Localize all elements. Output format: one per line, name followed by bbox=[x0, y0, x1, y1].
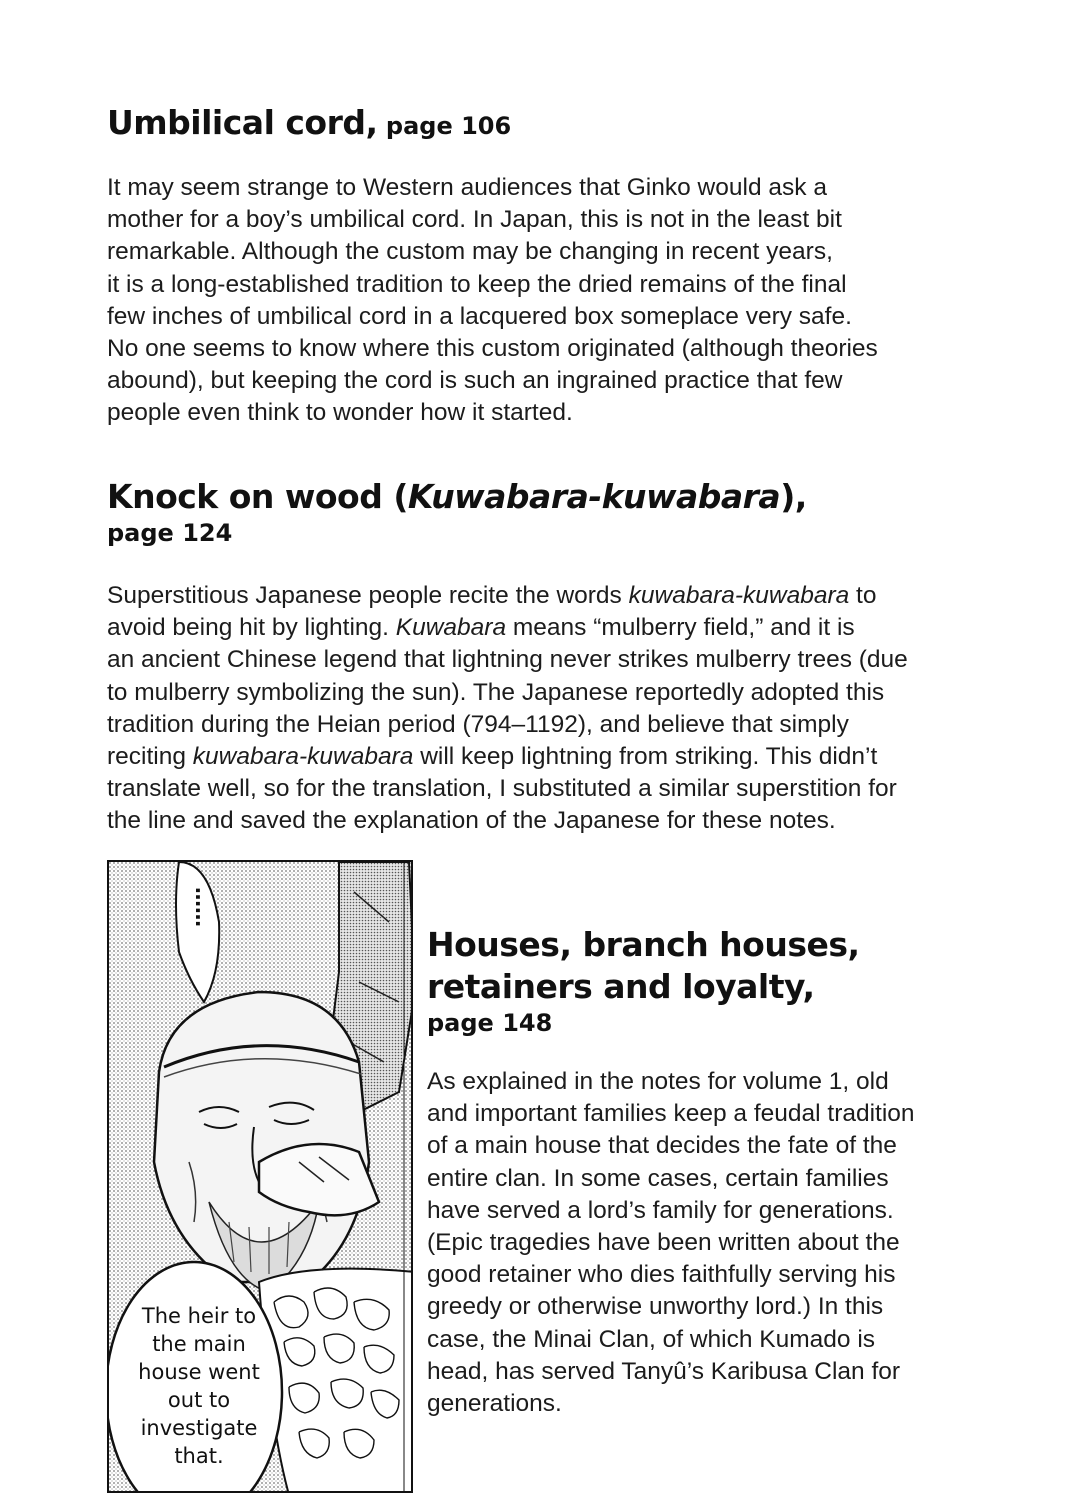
text: will keep lightning from striking. This didn’t bbox=[413, 743, 878, 771]
note-page-ref bbox=[107, 521, 232, 545]
speech-bubble-caption bbox=[119, 1302, 279, 1470]
body-line: No one seems to know where this custom originated (although theories bbox=[107, 335, 878, 363]
caption-line: that. bbox=[174, 1444, 224, 1468]
body-line bbox=[107, 644, 908, 676]
text: reciting bbox=[107, 743, 193, 771]
body-line: few inches of umbilical cord in a lacquered box someplace very safe. bbox=[107, 302, 852, 330]
note-body-houses bbox=[427, 1066, 915, 1420]
note-title: Umbilical cord, bbox=[107, 103, 378, 142]
note-body-umbilical-cord bbox=[107, 172, 878, 430]
body-line: people even think to wonder how it started. bbox=[107, 399, 573, 427]
note-title-line: retainers and loyalty, bbox=[427, 967, 815, 1006]
note-page-ref: page 106 bbox=[385, 112, 512, 140]
body-line bbox=[107, 580, 908, 612]
text: an ancient Chinese legend that lightning never strikes mulberry trees (due bbox=[107, 646, 908, 674]
note-title-italic: Kuwabara-kuwabara bbox=[407, 477, 781, 516]
caption-line: the main bbox=[152, 1332, 246, 1356]
body-line: head, has served Tanyû’s Karibusa Clan for bbox=[427, 1357, 901, 1385]
note-heading-umbilical-cord bbox=[107, 103, 512, 142]
body-line: abound), but keeping the cord is such an ingrained practice that few bbox=[107, 367, 843, 395]
body-line: greedy or otherwise unworthy lord.) In this bbox=[427, 1293, 884, 1321]
body-line: and important families keep a feudal tradition bbox=[427, 1100, 915, 1128]
text: Superstitious Japanese people recite the words bbox=[107, 582, 629, 609]
note-heading-knock-on-wood bbox=[107, 477, 807, 516]
body-line: It may seem strange to Western audiences that Ginko would ask a bbox=[107, 174, 827, 201]
body-line bbox=[107, 773, 908, 805]
body-line bbox=[107, 709, 908, 741]
note-title-line: Houses, branch houses, bbox=[427, 925, 860, 964]
body-line: As explained in the notes for volume 1, old bbox=[427, 1068, 889, 1095]
body-line: remarkable. Although the custom may be changing in recent years, bbox=[107, 238, 833, 266]
note-title-part: Knock on wood ( bbox=[107, 477, 408, 516]
note-page-ref: page 148 bbox=[427, 1009, 553, 1037]
note-body-knock-on-wood bbox=[107, 580, 908, 838]
body-line bbox=[107, 741, 908, 773]
body-line bbox=[107, 612, 908, 644]
caption-line: house went bbox=[138, 1360, 260, 1384]
body-line: it is a long-established tradition to keep the dried remains of the final bbox=[107, 270, 847, 298]
text: translate well, so for the translation, I substituted a similar superstition for bbox=[107, 775, 897, 803]
text: means “mulberry field,” and it is bbox=[506, 614, 855, 642]
text: avoid being hit by lighting. bbox=[107, 614, 396, 642]
body-line: good retainer who dies faithfully serving his bbox=[427, 1261, 896, 1289]
body-line bbox=[107, 805, 908, 837]
body-line: of a main house that decides the fate of the bbox=[427, 1132, 897, 1160]
caption-line: The heir to bbox=[141, 1304, 257, 1328]
text: to mulberry symbolizing the sun). The Japanese reportedly adopted this bbox=[107, 678, 885, 706]
body-line: (Epic tragedies have been written about the bbox=[427, 1229, 900, 1257]
text: tradition during the Heian period (794–1192), and believe that simply bbox=[107, 710, 849, 738]
body-line: generations. bbox=[427, 1390, 562, 1418]
caption-line: investigate bbox=[140, 1416, 258, 1440]
body-line: mother for a boy’s umbilical cord. In Japan, this is not in the least bit bbox=[107, 206, 842, 234]
text: the line and saved the explanation of the Japanese for these notes. bbox=[107, 807, 836, 835]
text: to bbox=[849, 582, 877, 609]
italic-text: Kuwabara bbox=[395, 614, 507, 642]
body-line bbox=[107, 677, 908, 709]
body-line: entire clan. In some cases, certain families bbox=[427, 1164, 889, 1192]
page-ref-text: page 124 bbox=[107, 519, 233, 547]
dots-bubble-text: …… bbox=[191, 887, 215, 927]
manga-panel bbox=[107, 860, 413, 1493]
italic-text: kuwabara-kuwabara bbox=[192, 743, 414, 771]
body-line: have served a lord’s family for generations. bbox=[427, 1196, 894, 1224]
note-title-part: ), bbox=[780, 477, 807, 516]
note-heading-houses bbox=[427, 924, 860, 1038]
caption-line: out to bbox=[167, 1388, 231, 1412]
italic-text: kuwabara-kuwabara bbox=[628, 582, 850, 609]
body-line: case, the Minai Clan, of which Kumado is bbox=[427, 1325, 876, 1353]
